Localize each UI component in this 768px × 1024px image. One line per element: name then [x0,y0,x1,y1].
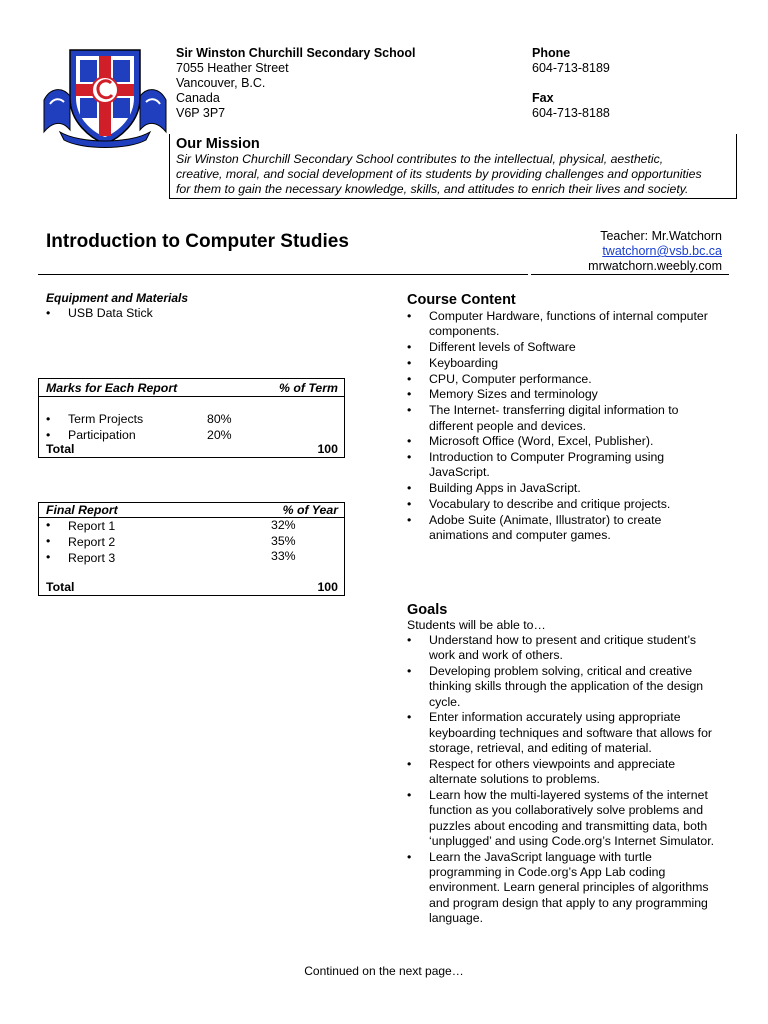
goal-item-line: and program design that apply to any programming [429,895,708,910]
course-content-item [407,434,737,449]
final-table-header-right: % of Year [282,503,338,517]
bullet: • [46,428,51,442]
marks-total-label: Total [46,442,75,456]
address-line: Vancouver, B.C. [176,76,266,90]
course-content-item [407,450,737,481]
goal-item-line: ‘unplugged’ and using Code.org’s Internet Simulator. [429,833,715,848]
goal-item-line: work and work of others. [429,648,563,663]
course-content-item-line: JavaScript. [429,465,490,480]
final-row-value: 33% [271,549,296,563]
marks-table-header-left: Marks for Each Report [46,381,178,395]
marks-row-label: Term Projects [68,412,144,426]
goal-item-line: cycle. [429,694,461,709]
goal-item [407,788,737,849]
phone-label: Phone [532,46,571,60]
mission-line: creative, moral, and social development of its students by providing challenges and opportunities [176,167,702,181]
course-content-item [407,372,737,387]
course-content-item-line: different people and devices. [429,418,587,433]
course-content-item [407,356,737,371]
course-content-item-line: • Microsoft Office (Word, Excel, Publisher). [429,434,654,449]
course-content-heading: Course Content [407,292,516,308]
goal-item [407,664,737,710]
marks-row-value: 80% [207,412,232,426]
marks-total-value: 100 [317,442,338,456]
goals-intro: Students will be able to… [407,618,546,632]
course-content-list [407,309,737,544]
course-content-item [407,387,737,402]
goals-list [407,633,737,927]
goal-item-line: thinking skills through the application of the design [429,679,704,694]
marks-row-label: Participation [68,428,136,442]
teacher-website: mrwatchorn.weebly.com [588,259,722,273]
goal-item-line: • Developing problem solving, critical and creative [429,664,693,679]
bullet: • [46,550,51,564]
teacher-info [520,229,722,274]
mission-line: for them to gain the necessary knowledge, skills, and attitudes to enrich their lives and society. [176,182,689,196]
course-content-item-line: • CPU, Computer performance. [429,371,592,386]
continued-note: Continued on the next page… [304,964,464,978]
mission-line: Sir Winston Churchill Secondary School contributes to the intellectual, physical, aesthetic, [176,152,664,166]
marks-table-header-right: % of Term [279,381,338,395]
course-content-item-line: • Computer Hardware, functions of internal computer [429,309,708,323]
address-line: 7055 Heather Street [176,61,289,75]
marks-row-value: 20% [207,428,232,442]
school-name: Sir Winston Churchill Secondary School [176,46,416,60]
course-content-item-line: • Vocabulary to describe and critique projects. [429,497,671,512]
goal-item-line: • Enter information accurately using appropriate [429,710,681,725]
final-total-label: Total [46,580,75,594]
school-info [176,46,506,121]
fax-number: 604-713-8188 [532,106,610,120]
course-content-item-line: components. [429,324,500,339]
final-total-value: 100 [317,580,338,594]
mission [176,136,736,197]
school-crest-logo [40,40,170,150]
course-content-item [407,403,737,434]
goal-item [407,757,737,788]
course-content-item-line: • Keyboarding [429,355,499,370]
final-table-header-divider [38,517,345,518]
goal-item-line: function as you collaboratively solve problems and [429,803,704,818]
teacher-name: Teacher: Mr.Watchorn [600,229,722,243]
course-content-item-line: • Different levels of Software [429,340,576,355]
course-content-item-line: • Introduction to Computer Programing using [429,450,665,465]
goal-item [407,710,737,756]
teacher-email-link[interactable]: twatchorn@vsb.bc.ca [602,244,722,258]
goal-item-line: • Respect for others viewpoints and appreciate [429,756,676,771]
goal-item-line: storage, retrieval, and editing of material. [429,741,652,756]
course-content-item-line: animations and computer games. [429,528,611,543]
course-content-item-line: • Adobe Suite (Animate, Illustrator) to create [429,512,662,527]
title-divider [38,274,528,275]
fax-label: Fax [532,91,554,105]
goal-item-line: keyboarding techniques and software that allows for [429,725,712,740]
bullet: • [46,412,51,426]
final-row-value: 32% [271,518,296,532]
goal-item-line: alternate solutions to problems. [429,772,600,787]
final-row-value: 35% [271,534,296,548]
mission-title: Our Mission [176,136,260,152]
marks-table-header-divider [38,396,345,397]
course-content-item-line: • Memory Sizes and terminology [429,387,598,402]
goal-item-line: language. [429,910,484,925]
course-content-item-line: • Building Apps in JavaScript. [429,481,581,496]
goal-item-line: programming in Code.org’s App Lab coding [429,864,666,879]
goal-item-line: • Understand how to present and critique student’s [429,633,697,647]
address-line: V6P 3P7 [176,106,226,120]
website-underline [531,274,729,275]
address-line: Canada [176,91,220,105]
goal-item [407,633,737,664]
course-content-item [407,340,737,355]
goals-heading: Goals [407,602,448,618]
equipment-list [46,306,346,322]
list-item: • USB Data Stick [46,306,346,321]
bullet: • [46,518,51,532]
equipment-heading: Equipment and Materials [46,291,189,305]
goal-item-line: • Learn how the multi-layered systems of the internet [429,787,708,802]
final-row-label: Report 3 [68,551,116,565]
course-content-item [407,513,737,544]
course-content-item [407,309,737,340]
bullet: • [46,534,51,548]
goal-item-line: environment. Learn general principles of algorithms [429,880,709,895]
goal-item-line: puzzles about encoding and transmitting data, both [429,818,708,833]
course-title: Introduction to Computer Studies [46,231,349,252]
contact-info [532,46,732,121]
final-row-label: Report 2 [68,535,116,549]
course-content-item-line: • The Internet- transferring digital information to [429,403,679,418]
final-row-label: Report 1 [68,519,116,533]
goal-item [407,850,737,926]
course-content-item [407,481,737,496]
phone-number: 604-713-8189 [532,61,610,75]
goal-item-line: • Learn the JavaScript language with turtle [429,849,652,864]
course-content-item [407,497,737,512]
final-table-header-left: Final Report [46,503,118,517]
